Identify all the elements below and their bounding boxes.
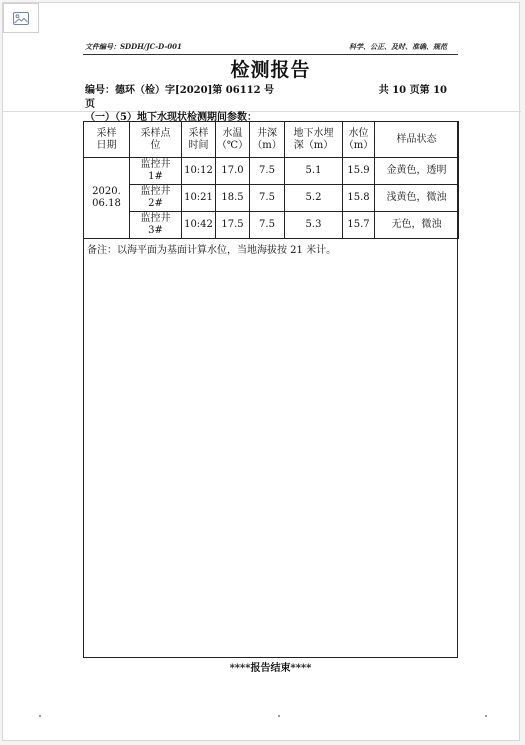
sample-point-cell: 监控井 1# xyxy=(130,158,182,185)
page-count-wrap: 页 xyxy=(85,99,95,110)
col-well-depth: 井深 （m） xyxy=(250,122,285,158)
sample-time-cell: 10:42 xyxy=(182,212,216,239)
groundwater-table xyxy=(83,121,459,239)
water-temp-cell: 17.5 xyxy=(216,212,250,239)
scan-speck xyxy=(278,715,280,717)
water-temp-cell: 18.5 xyxy=(216,185,250,212)
sample-time-cell: 10:21 xyxy=(182,185,216,212)
thumbnail-button[interactable] xyxy=(3,3,39,33)
report-number: 编号：德环（检）字[2020]第 06112 号 xyxy=(85,85,275,96)
col-sample-time: 采样 时间 xyxy=(182,122,216,158)
well-depth-cell: 7.5 xyxy=(250,212,285,239)
remark-note: 备注：以海平面为基面计算水位，当地海拔按 21 米计。 xyxy=(87,245,337,256)
image-icon xyxy=(13,12,29,25)
sample-state-cell: 无色，微浊 xyxy=(375,212,459,239)
col-sample-date: 采样 日期 xyxy=(84,122,130,158)
sample-date-cell: 2020. 06.18 xyxy=(84,158,130,239)
water-level-cell: 15.7 xyxy=(343,212,375,239)
water-temp-cell: 17.0 xyxy=(216,158,250,185)
page-count: 共 10 页第 10 xyxy=(378,85,447,96)
table-row xyxy=(84,158,459,185)
well-depth-cell: 7.5 xyxy=(250,185,285,212)
sample-point-cell: 监控井 3# xyxy=(130,212,182,239)
burial-depth-cell: 5.2 xyxy=(285,185,343,212)
sample-time-cell: 10:12 xyxy=(182,158,216,185)
col-water-level: 水位 （m） xyxy=(343,122,375,158)
section-title: （一）（5）地下水现状检测期间参数： xyxy=(85,112,257,123)
header-motto: 科学、公正、及时、准确、规范 xyxy=(349,42,447,51)
burial-depth-cell: 5.3 xyxy=(285,212,343,239)
col-sample-state: 样品状态 xyxy=(375,122,459,158)
water-level-cell: 15.8 xyxy=(343,185,375,212)
water-level-cell: 15.9 xyxy=(343,158,375,185)
table-row xyxy=(84,185,459,212)
file-number: 文件编号：SDDH/JC-D-001 xyxy=(85,42,182,51)
table-row xyxy=(84,212,459,239)
sample-state-cell: 金黄色，透明 xyxy=(375,158,459,185)
col-water-temp: 水温 （℃） xyxy=(216,122,250,158)
report-title: 检测报告 xyxy=(230,59,311,81)
col-burial-depth: 地下水埋 深（m） xyxy=(285,122,343,158)
sample-state-cell: 浅黄色，微浊 xyxy=(375,185,459,212)
report-page xyxy=(2,2,520,741)
col-sample-point: 采样点 位 xyxy=(130,122,182,158)
report-end: ****报告结束**** xyxy=(229,663,312,674)
scan-speck xyxy=(39,715,41,717)
burial-depth-cell: 5.1 xyxy=(285,158,343,185)
table-header-row xyxy=(84,122,459,158)
well-depth-cell: 7.5 xyxy=(250,158,285,185)
sample-point-cell: 监控井 2# xyxy=(130,185,182,212)
scan-speck xyxy=(485,715,487,717)
guide-line xyxy=(3,111,521,112)
